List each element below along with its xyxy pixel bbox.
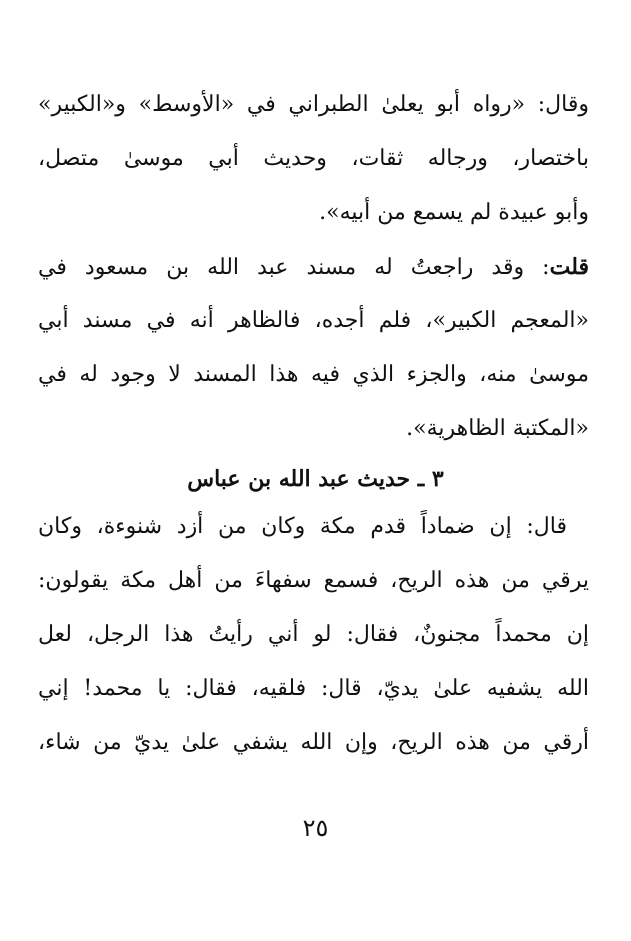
- text-line: موسىٰ منه، والجزء الذي فيه هذا المسند لا وجود له في: [38, 362, 589, 387]
- text-line: الله يشفيه علىٰ يديّ، قال: فلقيه، فقال: يا محمد! إني: [38, 676, 589, 701]
- text-line: يرقي من هذه الريح، فسمع سفهاءَ من أهل مكة يقولون:: [38, 568, 589, 593]
- text-line: «المكتبة الظاهرية».: [406, 416, 589, 441]
- text-line: وقال: «رواه أبو يعلىٰ الطبراني في «الأوسط» و«الكبير»: [38, 92, 589, 117]
- hadith-paragraph: [38, 500, 589, 770]
- page-number: ٢٥: [302, 814, 329, 842]
- author-note-paragraph: [38, 240, 589, 456]
- section-heading: ٣ ـ حديث عبد الله بن عباس: [187, 466, 444, 492]
- text-line: [38, 240, 589, 294]
- text-line: «المعجم الكبير»، فلم أجده، فالظاهر أنه في مسند أبي: [38, 308, 589, 333]
- text-line: قال: إن ضماداً قدم مكة وكان من أزد شنوءة، وكان: [38, 514, 567, 539]
- note-label: قلت: [549, 254, 589, 280]
- note-text: : وقد راجعتُ له مسند عبد الله بن مسعود في: [38, 255, 550, 280]
- text-line: إن محمداً مجنونٌ، فقال: لو أني رأيتُ هذا الرجل، لعل: [38, 622, 589, 647]
- text-line: وأبو عبيدة لم يسمع من أبيه».: [319, 200, 589, 225]
- text-line: أرقي من هذه الريح، وإن الله يشفي علىٰ يديّ من شاء،: [38, 730, 589, 755]
- quoted-paragraph: [38, 78, 589, 240]
- text-line: باختصار، ورجاله ثقات، وحديث أبي موسىٰ متصل،: [38, 146, 589, 171]
